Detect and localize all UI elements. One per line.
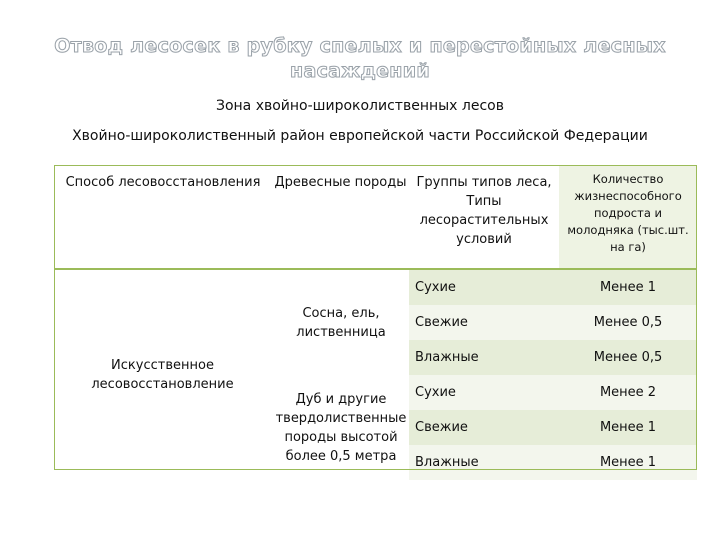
- page-title: Отвод лесосек в рубку спелых и перестойных лесных насаждений: [54, 35, 666, 82]
- condition-cell: Влажные: [409, 445, 559, 480]
- condition-cell: Сухие: [409, 269, 559, 305]
- zone-subtitle: Зона хвойно-широколиственных лесов: [215, 98, 504, 114]
- region-subtitle: Хвойно-широколиственный район европейской части Российской Федерации: [72, 128, 648, 144]
- species-cell: Сосна, ель, лиственница: [296, 305, 386, 340]
- condition-cell: Свежие: [409, 305, 559, 340]
- quantity-cell: Менее 0,5: [559, 305, 697, 340]
- column-header-method: Способ лесовосстановления: [54, 165, 272, 269]
- condition-cell: Сухие: [409, 375, 559, 410]
- quantity-cell: Менее 0,5: [559, 340, 697, 375]
- quantity-cell: Менее 1: [559, 410, 697, 445]
- column-header-condition: Группы типов леса, Типы лесорастительных условий: [409, 165, 559, 269]
- column-header-quantity: Количество жизнеспособного подроста и молодняка (тыс.шт. на га): [559, 165, 697, 269]
- condition-cell: Влажные: [409, 340, 559, 375]
- table-row: [54, 269, 697, 305]
- quantity-cell: Менее 1: [559, 445, 697, 480]
- regeneration-table: [54, 165, 697, 480]
- condition-cell: Свежие: [409, 410, 559, 445]
- species-cell: Дуб и другие твердолиственные породы высотой более 0,5 метра: [275, 391, 407, 464]
- table-header-row: [54, 165, 697, 269]
- quantity-cell: Менее 1: [559, 269, 697, 305]
- column-header-species: Древесные породы: [272, 165, 409, 269]
- quantity-cell: Менее 2: [559, 375, 697, 410]
- method-cell: Искусственное лесовосстановление: [54, 269, 272, 480]
